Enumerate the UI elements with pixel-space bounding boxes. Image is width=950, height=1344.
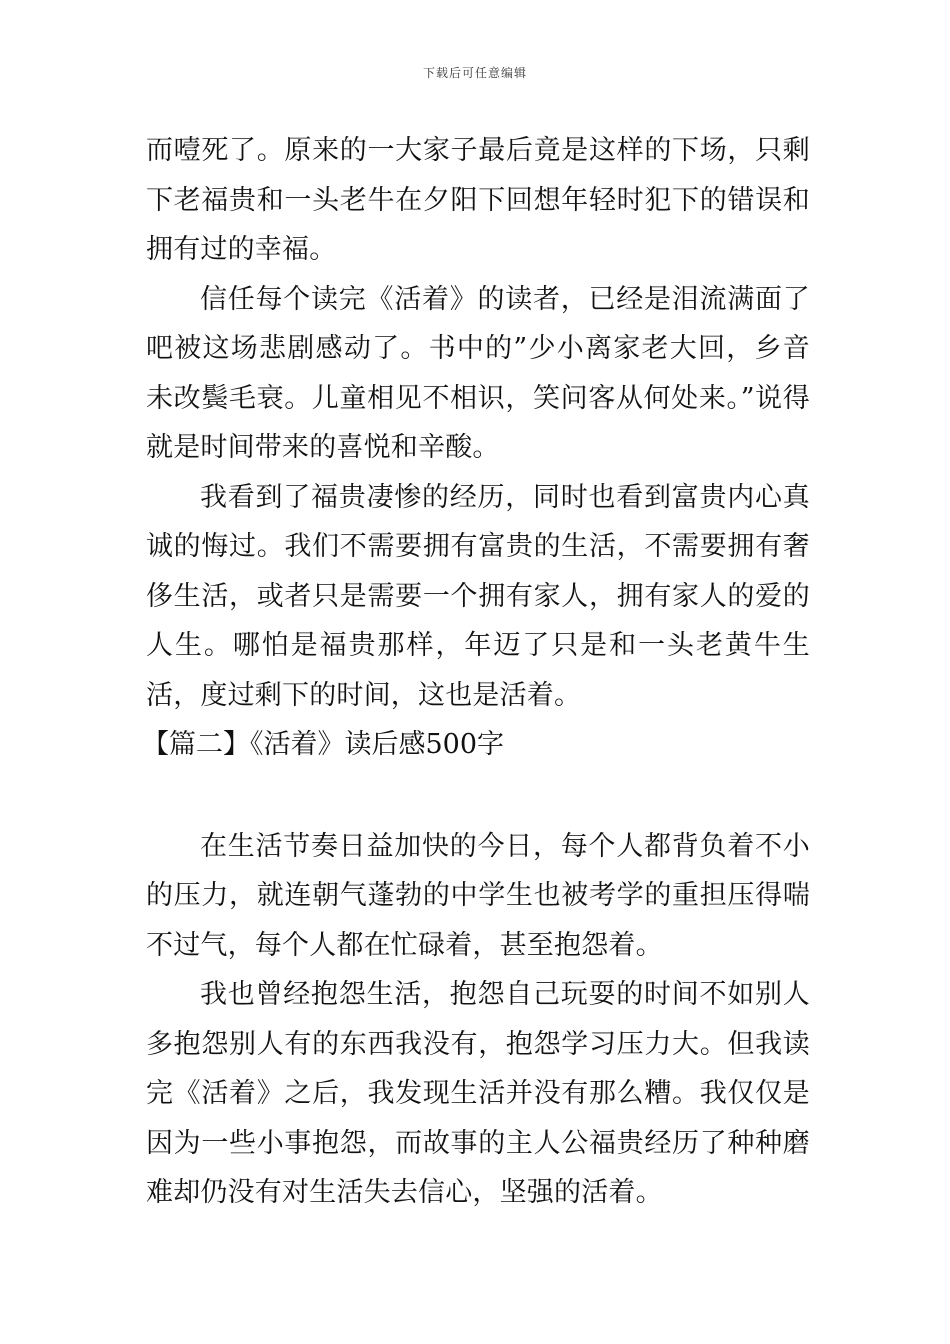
section-spacer — [146, 770, 810, 822]
paragraph-4: 在生活节奏日益加快的今日，每个人都背负着不小的压力，就连朝气蓬勃的中学生也被考学的重担压得喘不过气，每个人都在忙碌着，甚至抱怨着。 — [146, 830, 810, 961]
paragraph-3: 我看到了福贵凄惨的经历，同时也看到富贵内心真诚的悔过。我们不需要拥有富贵的生活，不需要拥有奢侈生活，或者只是需要一个拥有家人，拥有家人的爱的人生。哪怕是福贵那样，年迈了只是和一头老黄牛生活，度过剩下的时间，这也是活着。 — [146, 481, 810, 711]
page-header-note: 下载后可任意编辑 — [422, 66, 527, 80]
document-body — [142, 126, 810, 1218]
section-heading: 【篇二】《活着》读后感500字 — [142, 729, 505, 760]
paragraph-5: 我也曾经抱怨生活，抱怨自己玩耍的时间不如别人多抱怨别人有的东西我没有，抱怨学习压力大。但我读完《活着》之后，我发现生活并没有那么糟。我仅仅是因为一些小事抱怨，而故事的主人公福贵经历了种种磨难却仍没有对生活失去信心，坚强的活着。 — [146, 979, 810, 1208]
paragraph-2: 信任每个读完《活着》的读者，已经是泪流满面了吧被这场悲剧感动了。书中的”少小离家老大回，乡音未改鬓毛衰。儿童相见不相识，笑问客从何处来。”说得就是时间带来的喜悦和辛酸。 — [146, 283, 810, 463]
paragraph-1: 而噎死了。原来的一大家子最后竟是这样的下场，只剩下老福贵和一头老牛在夕阳下回想年轻时犯下的错误和拥有过的幸福。 — [146, 135, 810, 265]
